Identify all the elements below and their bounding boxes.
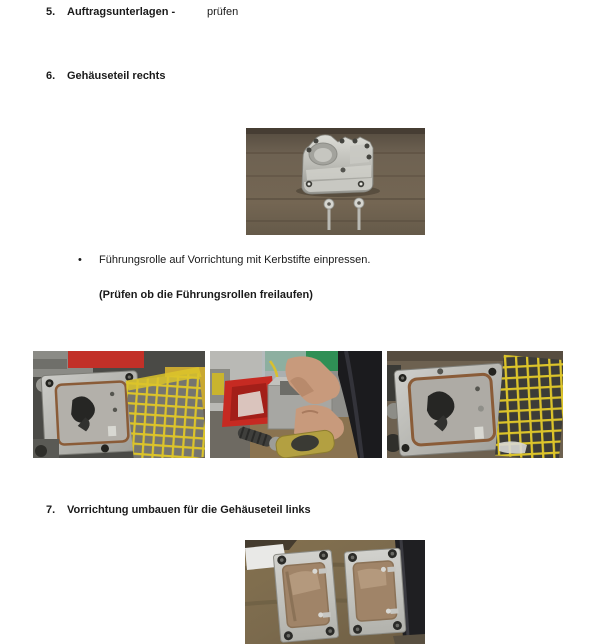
list-item-6-number: 6. <box>46 70 56 82</box>
bullet-text: Führungsrolle auf Vorrichtung mit Kerbstifte einpressen. <box>99 254 371 266</box>
photo-press-left <box>33 351 205 458</box>
list-item-7-number: 7. <box>46 504 56 516</box>
note-line: (Prüfen ob die Führungsrollen freilaufen) <box>99 289 313 301</box>
photo-press-middle-graphic <box>210 351 382 458</box>
photo-fixture-plates <box>245 540 425 644</box>
photo-fixture-plates-graphic <box>245 540 425 644</box>
photo-housing-part-graphic <box>246 128 425 235</box>
list-item-5-number: 5. <box>46 6 56 18</box>
bullet-marker: • <box>78 254 82 266</box>
list-item-5 <box>46 5 239 19</box>
list-item-6 <box>46 69 165 83</box>
photo-press-right <box>387 351 563 458</box>
photo-housing-part <box>246 128 425 235</box>
photo-press-left-graphic <box>33 351 205 458</box>
list-item-6-label: Gehäuseteil rechts <box>67 70 166 82</box>
bullet-line <box>78 253 370 267</box>
list-item-5-label: Auftragsunterlagen - <box>67 6 176 18</box>
list-item-5-suffix: prüfen <box>207 6 239 18</box>
photo-press-right-graphic <box>387 351 563 458</box>
list-item-7-label: Vorrichtung umbauen für die Gehäuseteil links <box>67 504 311 516</box>
photo-press-middle <box>210 351 382 458</box>
list-item-7 <box>46 503 311 517</box>
